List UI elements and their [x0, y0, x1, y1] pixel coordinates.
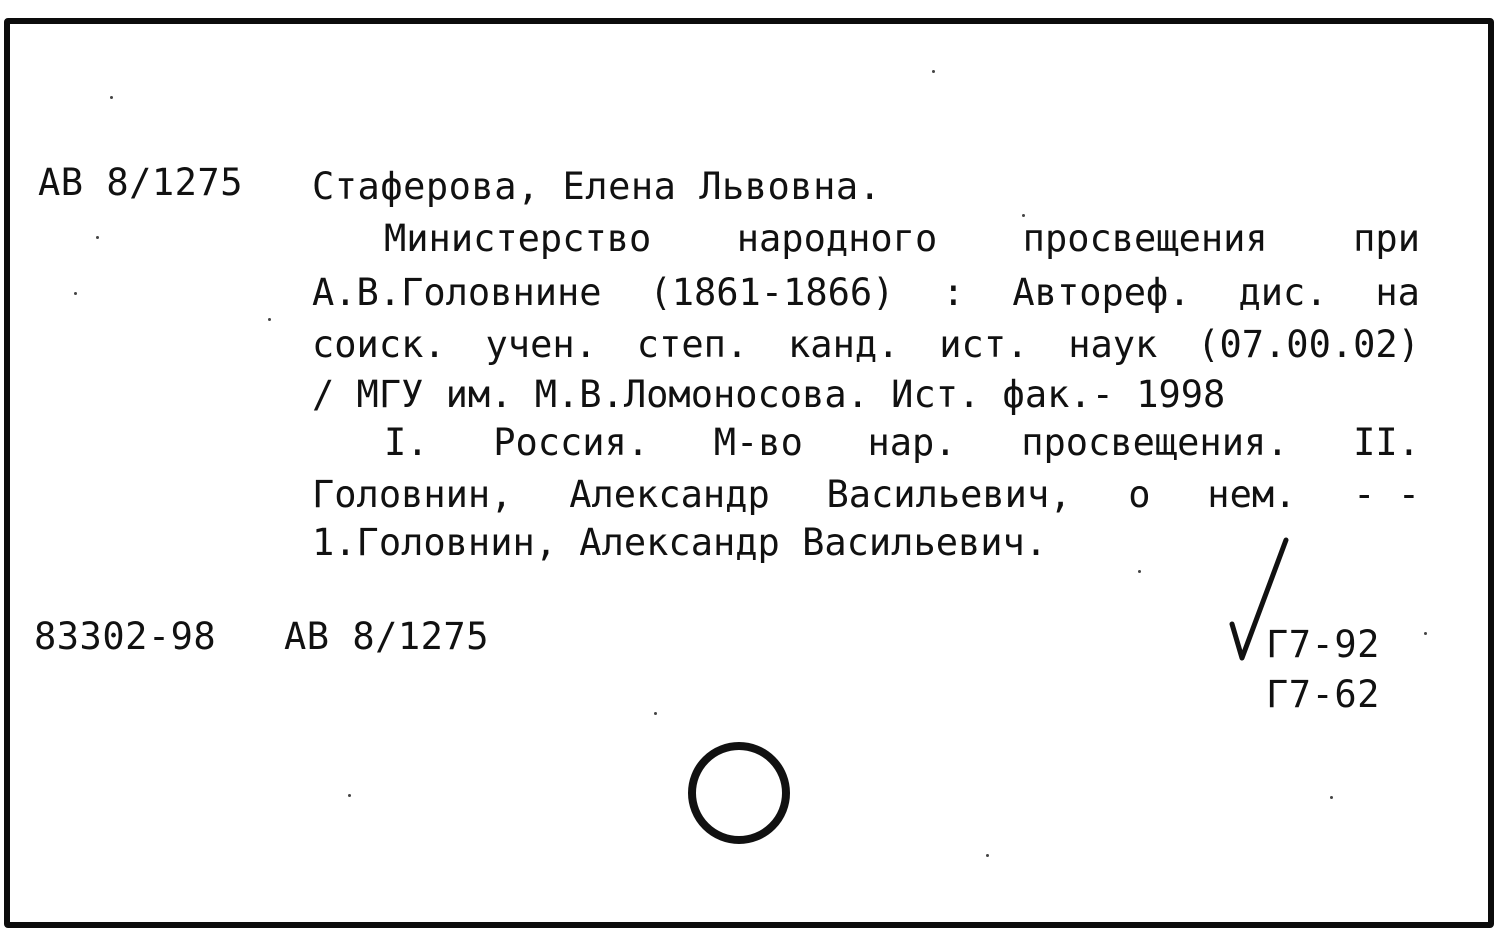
title-line-4: / МГУ им. М.В.Ломоносова. Ист. фак.- 1998 [312, 373, 1226, 416]
subject-line-3: 1.Головнин, Александр Васильевич. [312, 521, 1048, 564]
speck [932, 70, 935, 73]
speck [348, 794, 351, 797]
speck [110, 96, 113, 99]
classification-code-1: Г7-92 [1266, 623, 1380, 666]
title-line-2: А.В.Головнине (1861-1866) : Автореф. дис. на [312, 271, 1420, 314]
shelf-mark: АВ 8/1275 [38, 161, 243, 204]
speck [1138, 570, 1141, 573]
speck [1330, 796, 1333, 799]
subject-line-2: Головнин, Александр Васильевич, о нем. - - [312, 473, 1420, 516]
classification-code-2: Г7-62 [1266, 673, 1380, 716]
title-line-1: Министерство народного просвещения при [384, 217, 1420, 260]
speck [654, 712, 657, 715]
speck [986, 854, 989, 857]
title-line-3: соиск. учен. степ. канд. ист. наук (07.00.02) [312, 323, 1420, 366]
punch-hole [688, 742, 790, 844]
speck [268, 318, 271, 321]
accession-number: 83302-98 [34, 615, 217, 658]
speck [96, 236, 99, 239]
subject-line-1: I. Россия. М-во нар. просвещения. II. [384, 421, 1420, 464]
speck [1424, 632, 1427, 635]
speck [74, 292, 77, 295]
speck [1022, 214, 1025, 217]
author-heading: Стаферова, Елена Львовна. [312, 165, 882, 208]
shelf-mark-bottom: АВ 8/1275 [284, 615, 489, 658]
